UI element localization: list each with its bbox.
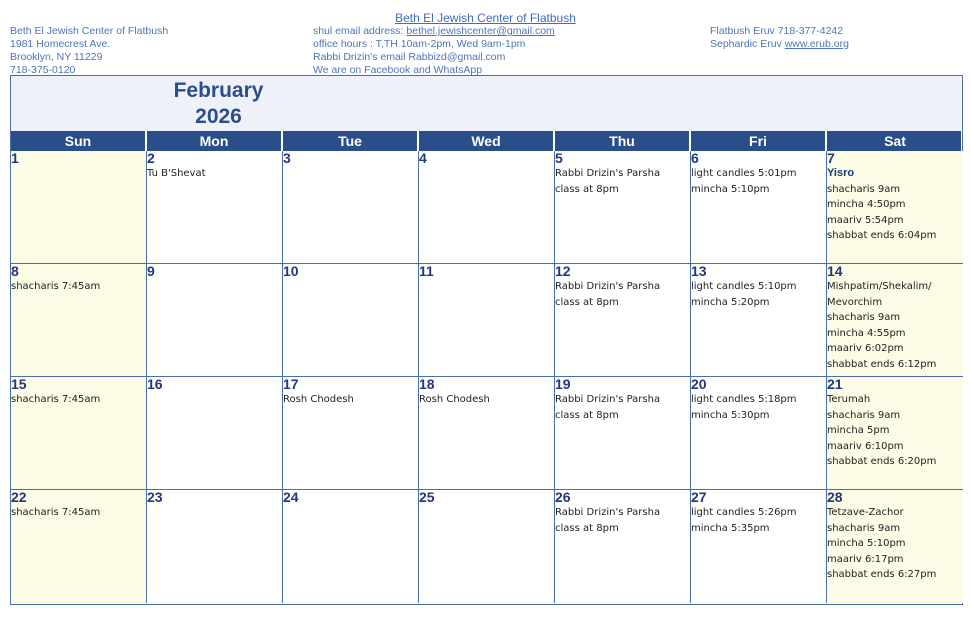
day-number: 19 [555,377,571,392]
event-text: maariv 5:54pm [827,214,904,226]
event-text: class at 8pm [555,409,619,421]
sephardic-eruv-label: Sephardic Eruv [710,38,785,50]
day-number: 1 [11,151,19,166]
event-text: Rosh Chodesh [419,394,490,405]
event-text: shacharis 9am [827,312,901,323]
email-label: shul email address: [313,25,407,37]
event-text: Rabbi Drizin's Parsha [555,394,661,405]
event-text: mincha 5:10pm [691,183,770,195]
event-text: mincha 5:30pm [691,409,770,421]
day-cell[interactable] [419,264,555,377]
day-number: 16 [147,377,163,392]
day-cell[interactable] [827,377,963,490]
day-number: 28 [827,490,843,505]
eruv-link[interactable]: www.erub.org [784,38,849,50]
event-text: Rabbi Drizin's Parsha [555,281,661,292]
day-number: 18 [419,377,435,392]
address-block [10,25,168,77]
day-number: 4 [419,151,427,166]
event-text: Rabbi Drizin's Parsha [555,507,661,518]
day-number: 11 [419,264,434,279]
event-text: Mishpatim/Shekalim/ [827,281,932,292]
day-number: 8 [11,264,19,279]
contact-block [313,25,555,77]
event-text: mincha 4:55pm [827,327,906,339]
month-banner [11,76,961,131]
day-number: 7 [827,151,835,166]
day-cell[interactable] [555,490,691,603]
calendar [10,75,963,605]
day-cell[interactable] [11,490,147,603]
event-text: shacharis 9am [827,522,901,534]
day-number: 15 [11,377,27,392]
flatbush-eruv: Flatbush Eruv 718-377-4242 [710,25,844,37]
weekday-sat: Sat [884,133,906,149]
weekday-fri: Fri [691,131,827,151]
event-text: Terumah [827,394,871,405]
day-number: 12 [555,264,571,279]
day-cell[interactable] [419,377,555,490]
day-number: 24 [283,490,299,505]
month-name: February [173,79,264,102]
weekday-wed: Wed [419,131,555,151]
event-text: light candles 5:26pm [691,507,797,518]
weekday-mon: Mon [147,131,283,151]
day-cell[interactable] [147,377,283,490]
event-text: shacharis 9am [827,409,901,421]
day-cell[interactable] [11,151,147,264]
day-number: 20 [691,377,707,392]
day-number: 5 [555,151,563,166]
day-cell[interactable] [283,264,419,377]
event-text: mincha 4:50pm [827,199,906,210]
day-cell[interactable] [827,490,963,603]
day-number: 6 [691,151,699,166]
event-text: maariv 6:02pm [827,343,904,354]
weekday-sun: Sun [11,131,147,151]
day-cell[interactable] [691,151,827,264]
day-number: 9 [147,264,155,279]
event-text: maariv 6:10pm [827,440,904,452]
day-number: 23 [147,490,163,505]
rabbi-email: Rabbi Drizin's email Rabbizd@gmail.com [313,51,506,63]
event-text: Mevorchim [827,296,883,308]
event-text: shabbat ends 6:12pm [827,358,937,370]
office-hours: office hours : T,TH 10am-2pm, Wed 9am-1pm [313,38,526,50]
day-cell[interactable] [11,264,147,377]
event-text: shabbat ends 6:04pm [827,230,937,241]
event-text: shacharis 9am [827,183,901,195]
day-number: 14 [827,264,843,279]
day-cell[interactable] [691,264,827,377]
org-name: Beth El Jewish Center of Flatbush [10,25,169,37]
day-number: 21 [827,377,843,392]
day-cell[interactable] [283,151,419,264]
event-text: shacharis 7:45am [11,394,101,405]
street-address: 1981 Homecrest Ave. [10,38,111,50]
day-cell[interactable] [555,264,691,377]
day-cell[interactable] [419,490,555,603]
event-text: shacharis 7:45am [11,281,101,292]
day-number: 25 [419,490,435,505]
day-number: 13 [691,264,707,279]
weekday-thu: Thu [555,131,691,151]
event-text: mincha 5:20pm [691,296,770,308]
day-cell[interactable] [11,377,147,490]
event-text: shabbat ends 6:27pm [827,569,937,580]
day-number: 10 [283,264,299,279]
event-text: Tu B'Shevat [147,168,206,179]
phone-number: 718-375-0120 [10,64,76,76]
eruv-block [710,25,849,51]
event-text: maariv 6:17pm [827,553,904,565]
month-title [166,78,271,130]
day-cell[interactable] [283,377,419,490]
day-number: 22 [11,490,27,505]
day-number: 17 [283,377,299,392]
day-cell[interactable] [691,377,827,490]
event-text: light candles 5:18pm [691,394,797,405]
event-text: shacharis 7:45am [11,507,101,518]
event-text: shabbat ends 6:20pm [827,456,937,467]
day-cell[interactable] [555,377,691,490]
city-state-zip: Brooklyn, NY 11229 [10,51,103,63]
parsha-name: Yisro [827,167,855,179]
calendar-grid [11,151,961,604]
day-cell[interactable] [827,264,963,377]
day-number: 27 [691,490,707,505]
event-text: class at 8pm [555,296,619,308]
event-text: mincha 5:35pm [691,522,770,534]
day-cell[interactable] [555,151,691,264]
year: 2026 [195,105,242,128]
title-link[interactable]: Beth El Jewish Center of Flatbush [395,11,576,25]
event-text: Tetzave-Zachor [827,507,904,518]
weekday-header [11,131,961,151]
event-text: mincha 5pm [827,425,890,436]
day-cell[interactable] [147,151,283,264]
event-text: Rabbi Drizin's Parsha [555,168,661,179]
event-text: mincha 5:10pm [827,538,906,549]
day-cell[interactable] [283,490,419,603]
event-text: class at 8pm [555,183,619,195]
event-text: light candles 5:10pm [691,281,797,292]
social-note: We are on Facebook and WhatsApp [313,64,483,76]
day-cell[interactable] [419,151,555,264]
weekday-tue: Tue [283,131,419,151]
event-text: class at 8pm [555,522,619,534]
day-cell[interactable] [827,151,963,264]
event-text: Rosh Chodesh [283,394,354,405]
day-number: 3 [283,151,291,166]
day-number: 26 [555,490,571,505]
email-link[interactable]: bethel.jewishcenter@gmail.com [406,25,555,37]
day-cell[interactable] [691,490,827,603]
event-text: light candles 5:01pm [691,168,797,179]
day-cell[interactable] [147,490,283,603]
day-cell[interactable] [147,264,283,377]
day-number: 2 [147,151,155,166]
